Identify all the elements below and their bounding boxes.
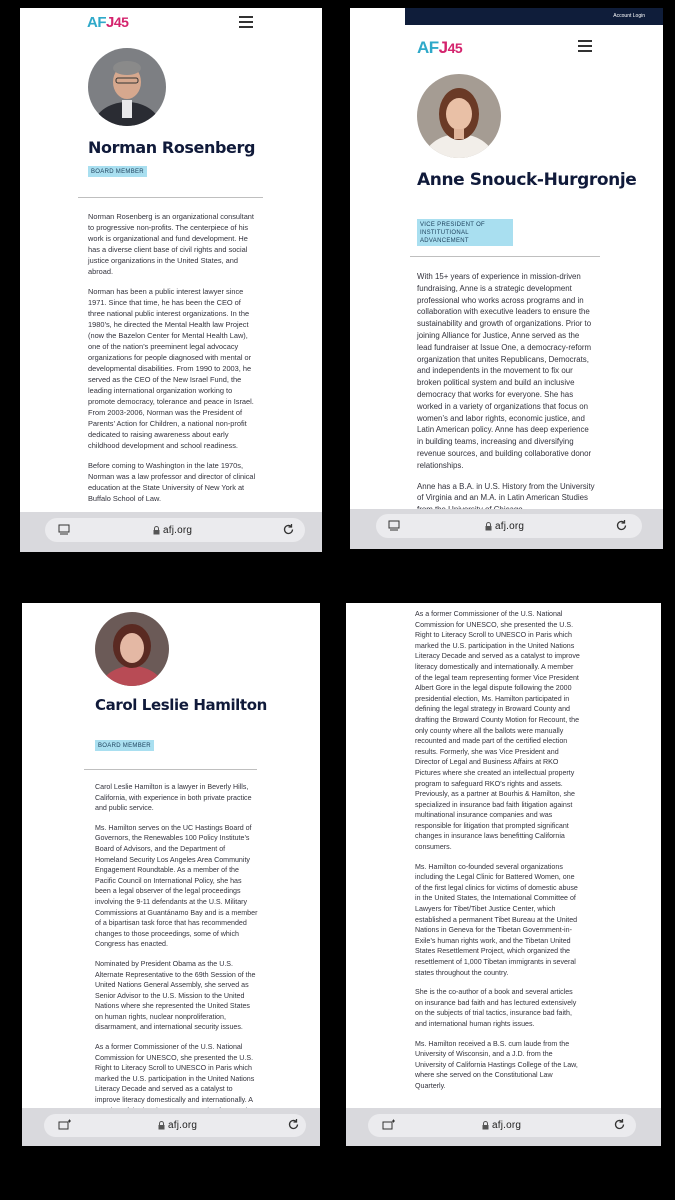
role-badge: BOARD MEMBER [95, 740, 154, 751]
bio-paragraph: Ms. Hamilton co-founded several organizations including the Legal Clinic for Battered Women, one of the first legal clinics for victims of domestic abuse in the United States, the International Committee of Lawyers for Tibet/Tibet Justice Center, which established a permanent Tibet Bureau at the United Nations in Geneva for the Tibetan Government-in-Exile’s human rights work, and the Tibetan United States Resettlement Project, which organized the resettlement of 1,000 Tibetan immigrants in several states throughout the country. [415, 862, 578, 977]
bio-paragraph: Norman Rosenberg is an organizational consultant to progressive non-profits. The centerpiece of his work is organizational and fund development. He has a diverse client base of civil rights and social justice organizations in the United States, and abroad. [88, 212, 254, 276]
lock-icon [485, 522, 492, 531]
bio-paragraph: She is the co-author of a book and several articles on insurance bad faith and has lectured extensively on the subjects of trial tactics, insurance bad faith, and international human rights issues. [415, 988, 577, 1028]
browser-toolbar [20, 512, 322, 552]
bio-paragraph: Norman has been a public interest lawyer since 1971. Since that time, he has been the CEO of three national public interest organizations. In the 1980’s, he directed the Mental Health law Project (now the Bazelon Center for Mental Health Law), one of the nation’s preeminent legal advocacy organizations for people diagnosed with mental or developmental disabilities. From 1990 to 2003, he served as the CEO of the New Israel Fund, the leading international organization working to promote democracy, tolerance and peace in Israel. From 2003-2006, Norman was the President of Parents’ Action for Children, a national non-profit dedicated to raising awareness about early childhood development and school readiness. [88, 287, 254, 450]
avatar [88, 48, 166, 126]
reload-icon[interactable] [615, 519, 628, 532]
profile-panel-carol [22, 603, 320, 1146]
role-badge: BOARD MEMBER [88, 166, 147, 177]
reload-icon[interactable] [613, 1118, 626, 1131]
browser-toolbar [346, 1108, 661, 1146]
avatar [95, 612, 169, 686]
hamburger-menu-icon[interactable] [239, 16, 253, 27]
bio-paragraph: Carol Leslie Hamilton is a lawyer in Beverly Hills, California, with experience in both private practice and public service. [95, 783, 252, 813]
divider [84, 769, 257, 770]
bio-text [417, 271, 595, 525]
bio-paragraph: With 15+ years of experience in mission-driven fundraising, Anne is a strategic development professional who works across programs and in collaboration with executive leaders to ensure the sustainability and growth of organizations. Prior to joining Alliance for Justice, Anne served as the lead fundraiser at Issue One, a democracy-reform organization that unites Republicans, Democrats, and independents in the movement to fix our broken political system and build an inclusive democracy that works for everyone. She has worked in a variety of organizations that focus on women’s and labor rights, economic justice, and Latin American policy. Anne has deep experience in building teams, increasing and diversifying revenue sources, and building collaborative donor relationships. [417, 272, 592, 470]
page-title: Norman Rosenberg [88, 138, 256, 157]
tab-group-icon[interactable] [58, 1119, 72, 1132]
role-badge: VICE PRESIDENT OF INSTITUTIONAL ADVANCEMENT [417, 219, 513, 246]
bio-paragraph: Ms. Hamilton received a B.S. cum laude from the University of Wisconsin, and a J.D. from the University of California Hastings College of the Law, where she served on the Constitutional Law Quarterly. [415, 1039, 578, 1090]
afj-logo[interactable]: AFJ45 [87, 14, 129, 31]
bio-text [415, 609, 580, 1101]
bio-text [88, 211, 258, 513]
url-text[interactable]: afj.org [168, 1120, 198, 1131]
reload-icon[interactable] [287, 1118, 300, 1131]
bio-paragraph: Nominated by President Obama as the U.S. Alternate Representative to the 69th Session of the United Nations General Assembly, she served as Senior Advisor to the U.S. Mission to the United Nations where she represented the United States on human rights, nuclear nonproliferation, disarmament, and international security issues. [95, 959, 256, 1032]
account-bar [405, 8, 663, 25]
page-title: Anne Snouck-Hurgronje [417, 170, 637, 190]
avatar [417, 74, 501, 158]
profile-panel-anne [350, 8, 663, 549]
browser-toolbar [350, 509, 663, 549]
divider [410, 256, 600, 257]
lock-icon [158, 1121, 165, 1130]
afj-logo[interactable]: AFJ45 [417, 38, 463, 57]
divider [78, 197, 263, 198]
profile-panel-norman [20, 8, 322, 552]
bio-paragraph: As a former Commissioner of the U.S. National Commission for UNESCO, she presented the U.S. Right to Literacy Scroll to UNESCO in Paris which marked the U.S. participation in the United Nations Literacy Decade and served as a catalyst to improve literacy domestically and internationally. A member of the legal team representing former Vice President Albert Gore in the legal dispute following the 2000 presidential election, Ms. Hamilton participated in defining the legal strategy in Broward County and drafting the Broward County Motion for Recount, the only county where all the ballots were manually recounted and made part of the certified election results. Formerly, she was Vice President and Director of Legal and Business Affairs at RKO Pictures where she created an intellectual property program to safeguard RKO’s rights and assets. Previously, as a partner at Bourhis & Hamilton, she specialized in insurance bad faith litigation against multinational insurance companies and was responsible for litigation that prompted significant changes in insurance laws benefitting California consumers. [415, 610, 580, 852]
bio-text [95, 782, 259, 1125]
url-text[interactable]: afj.org [492, 1120, 522, 1131]
page-title: Carol Leslie Hamilton [95, 696, 267, 714]
bio-paragraph: Before coming to Washington in the late 1970s, Norman was a law professor and director of clinical education at the State University of New York at Buffalo School of Law. [88, 461, 256, 503]
tab-group-icon[interactable] [382, 1119, 396, 1132]
account-login-link[interactable]: Account Login [613, 13, 645, 19]
bio-paragraph: Ms. Hamilton serves on the UC Hastings Board of Governors, the Renewables 100 Policy Institute’s Board of Advisors, and the Department of Homeland Security Los Angeles Area Community Engagement Roundtable. As a member of the Pacific Council on International Policy, she has been a legal observer of the legal proceedings involving the 9-11 defendants at the U.S. Military Commissions at Guantánamo Bay and is a member of a bipartisan task force that has recommended changes to those proceedings, some of which Congress has enacted. [95, 823, 258, 949]
lock-icon [482, 1121, 489, 1130]
url-text[interactable]: afj.org [163, 525, 193, 536]
url-text[interactable]: afj.org [495, 521, 525, 532]
profile-panel-carol-continued [346, 603, 661, 1146]
hamburger-menu-icon[interactable] [578, 40, 592, 51]
lock-icon [153, 526, 160, 535]
bio-paragraph: Anne has a B.A. in U.S. History from the University of Virginia and an M.A. in Latin American Studies [417, 481, 595, 503]
bio-paragraph: As a former Commissioner of the U.S. National Commission for UNESCO, she presented the U.S. Right to Literacy Scroll to UNESCO in Paris which marked the U.S. participation in the United Nations Literacy Decade and served as a catalyst to improve literacy domestically and internationally. A [95, 1043, 255, 1105]
reload-icon[interactable] [282, 523, 295, 536]
browser-toolbar [22, 1108, 320, 1146]
reader-icon[interactable] [58, 524, 70, 536]
reader-icon[interactable] [388, 520, 400, 532]
